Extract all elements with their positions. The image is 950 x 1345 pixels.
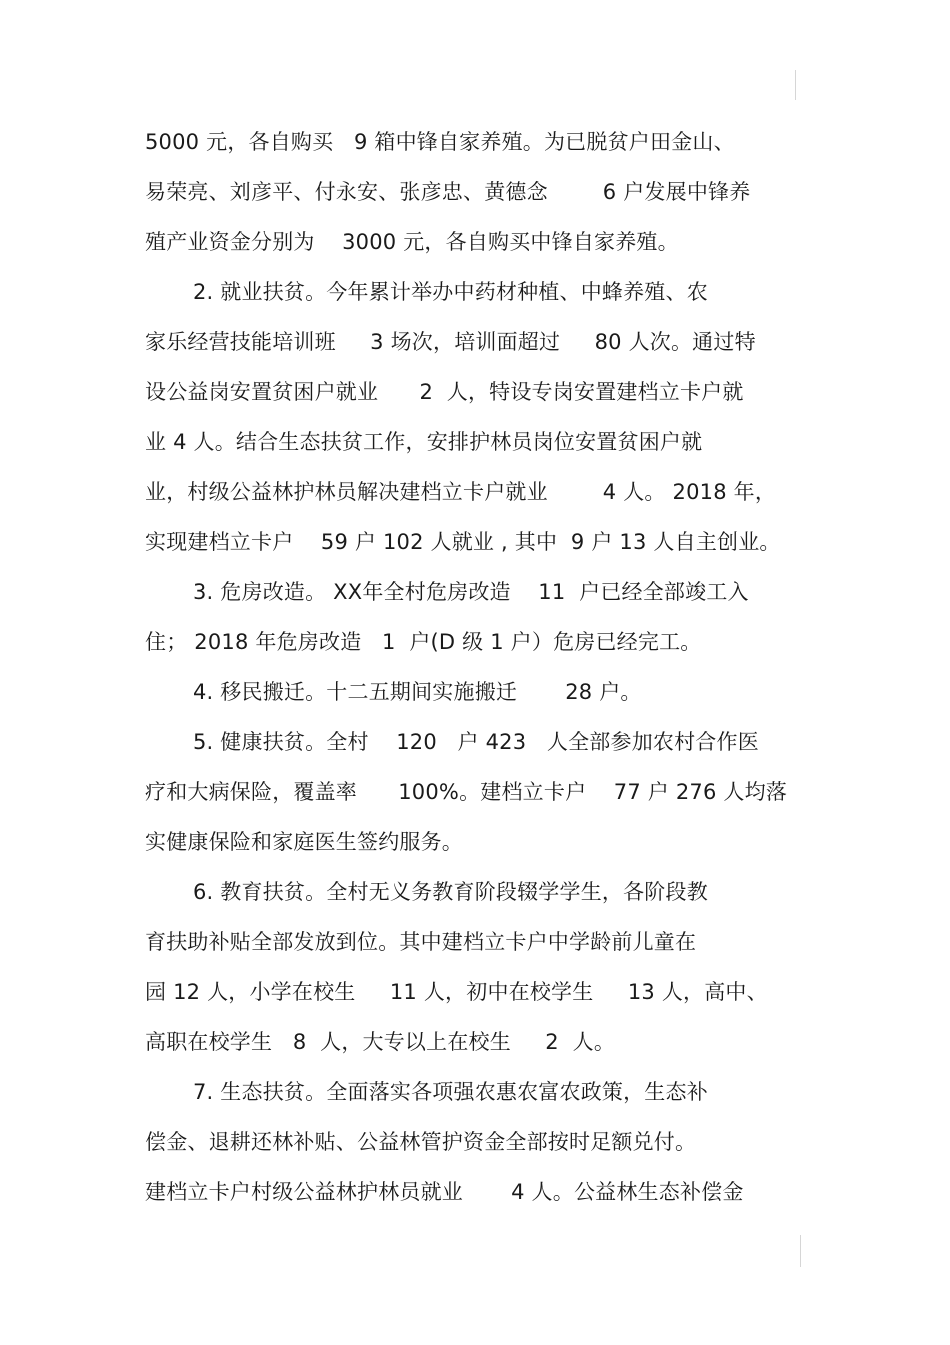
- paragraph-start-housing: 3. 危房改造。 XX年全村危房改造 11 户已经全部竣工入: [193, 580, 749, 604]
- paragraph-start-employment: 2. 就业扶贫。今年累计举办中药材种植、中蜂养殖、农: [193, 280, 708, 304]
- text-line: 园 12 人，小学在校生 11 人，初中在校学生 13 人，高中、: [145, 980, 768, 1004]
- text-line: 实现建档立卡户 59 户 102 人就业 , 其中 9 户 13 人自主创业。: [145, 530, 781, 554]
- text-line: 育扶助补贴全部发放到位。其中建档立卡户中学龄前儿童在: [145, 930, 697, 954]
- paragraph-start-ecology: 7. 生态扶贫。全面落实各项强农惠农富农政策，生态补: [193, 1080, 708, 1104]
- paragraph-start-education: 6. 教育扶贫。全村无义务教育阶段辍学学生，各阶段教: [193, 880, 708, 904]
- margin-mark-top: [795, 70, 796, 100]
- text-line: 建档立卡户村级公益林护林员就业 4 人。公益林生态补偿金: [145, 1180, 744, 1204]
- text-line: 5000 元，各自购买 9 箱中锋自家养殖。为已脱贫户田金山、: [145, 130, 735, 154]
- text-line: 殖产业资金分别为 3000 元，各自购买中锋自家养殖。: [145, 230, 679, 254]
- paragraph-start-relocation: 4. 移民搬迁。十二五期间实施搬迁 28 户。: [193, 680, 642, 704]
- text-line: 住； 2018 年危房改造 1 户(D 级 1 户）危房已经完工。: [145, 630, 702, 654]
- text-line: 实健康保险和家庭医生签约服务。: [145, 830, 463, 854]
- text-line: 业，村级公益林护林员解决建档立卡户就业 4 人。 2018 年，: [145, 480, 777, 504]
- text-line: 偿金、退耕还林补贴、公益林管护资金全部按时足额兑付。: [145, 1130, 697, 1154]
- text-line: 业 4 人。结合生态扶贫工作，安排护林员岗位安置贫困户就: [145, 430, 703, 454]
- paragraph-start-health: 5. 健康扶贫。全村 120 户 423 人全部参加农村合作医: [193, 730, 759, 754]
- text-line: 高职在校学生 8 人，大专以上在校生 2 人。: [145, 1030, 616, 1054]
- text-line: 家乐经营技能培训班 3 场次，培训面超过 80 人次。通过特: [145, 330, 756, 354]
- text-line: 设公益岗安置贫困户就业 2 人，特设专岗安置建档立卡户就: [145, 380, 744, 404]
- text-line: 易荣亮、刘彦平、付永安、张彦忠、黄德念 6 户发展中锋养: [145, 180, 751, 204]
- text-line: 疗和大病保险，覆盖率 100%。建档立卡户 77 户 276 人均落: [145, 780, 788, 804]
- margin-mark-bottom: [800, 1235, 801, 1267]
